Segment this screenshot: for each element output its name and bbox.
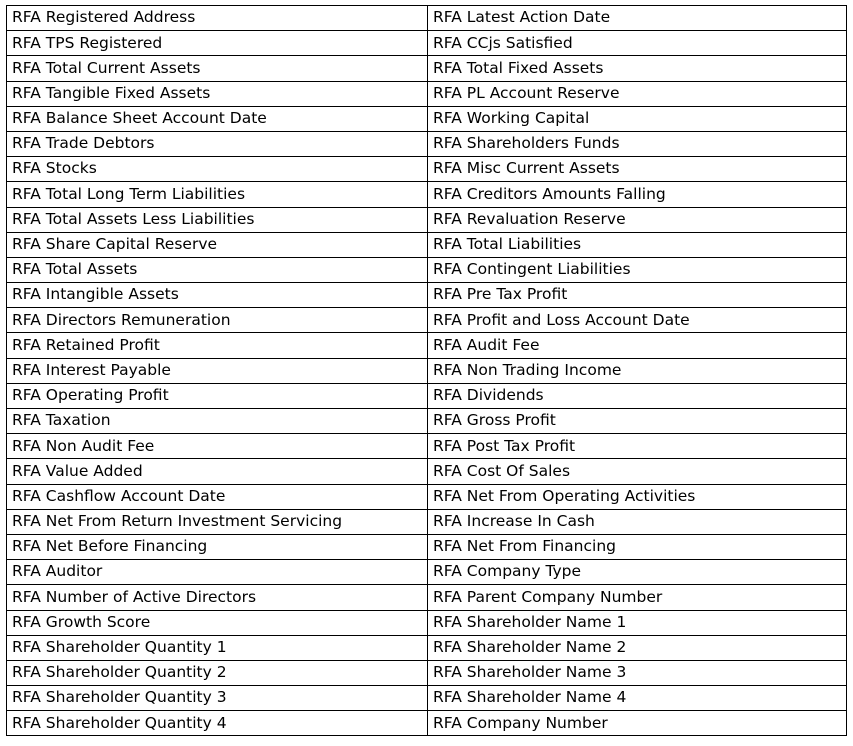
table-row	[7, 308, 847, 333]
field-name-cell-left: RFA Retained Profit	[7, 333, 428, 358]
field-name-cell-left: RFA Growth Score	[7, 610, 428, 635]
table-row	[7, 6, 847, 31]
field-name-cell-left: RFA Net Before Financing	[7, 534, 428, 559]
field-name-cell-left: RFA Trade Debtors	[7, 131, 428, 156]
field-name-cell-left: RFA Shareholder Quantity 4	[7, 711, 428, 736]
table-row	[7, 610, 847, 635]
table-row	[7, 207, 847, 232]
field-name-cell-right: RFA Company Number	[428, 711, 847, 736]
field-name-cell-left: RFA Non Audit Fee	[7, 434, 428, 459]
field-name-cell-left: RFA Total Long Term Liabilities	[7, 182, 428, 207]
field-name-cell-right: RFA Net From Operating Activities	[428, 484, 847, 509]
field-name-cell-right: RFA Non Trading Income	[428, 358, 847, 383]
field-name-cell-right: RFA Parent Company Number	[428, 585, 847, 610]
field-name-cell-left: RFA Interest Payable	[7, 358, 428, 383]
table-row	[7, 459, 847, 484]
field-name-cell-left: RFA Total Assets	[7, 257, 428, 282]
field-name-cell-left: RFA Shareholder Quantity 3	[7, 686, 428, 711]
field-table-container	[6, 5, 847, 736]
table-row	[7, 81, 847, 106]
field-name-cell-right: RFA Pre Tax Profit	[428, 283, 847, 308]
field-name-cell-right: RFA Working Capital	[428, 106, 847, 131]
table-row	[7, 434, 847, 459]
field-name-cell-right: RFA Shareholders Funds	[428, 131, 847, 156]
field-name-cell-right: RFA Net From Financing	[428, 534, 847, 559]
field-name-cell-right: RFA PL Account Reserve	[428, 81, 847, 106]
field-table-body	[7, 6, 847, 736]
table-row	[7, 711, 847, 736]
table-row	[7, 56, 847, 81]
table-row	[7, 131, 847, 156]
field-name-cell-left: RFA Stocks	[7, 157, 428, 182]
field-name-cell-left: RFA Net From Return Investment Servicing	[7, 509, 428, 534]
field-name-cell-left: RFA Balance Sheet Account Date	[7, 106, 428, 131]
field-name-cell-left: RFA Number of Active Directors	[7, 585, 428, 610]
field-name-cell-right: RFA Cost Of Sales	[428, 459, 847, 484]
field-name-cell-right: RFA Increase In Cash	[428, 509, 847, 534]
table-row	[7, 635, 847, 660]
field-name-cell-right: RFA Company Type	[428, 560, 847, 585]
field-name-cell-left: RFA Share Capital Reserve	[7, 232, 428, 257]
field-name-cell-left: RFA Taxation	[7, 409, 428, 434]
field-name-cell-left: RFA Intangible Assets	[7, 283, 428, 308]
field-name-cell-right: RFA Dividends	[428, 383, 847, 408]
field-name-cell-right: RFA Total Liabilities	[428, 232, 847, 257]
field-name-cell-right: RFA Profit and Loss Account Date	[428, 308, 847, 333]
table-row	[7, 257, 847, 282]
field-name-cell-left: RFA Total Current Assets	[7, 56, 428, 81]
field-name-cell-right: RFA Contingent Liabilities	[428, 257, 847, 282]
table-row	[7, 509, 847, 534]
field-table	[6, 5, 847, 736]
field-name-cell-right: RFA Latest Action Date	[428, 6, 847, 31]
field-name-cell-right: RFA Shareholder Name 3	[428, 660, 847, 685]
table-row	[7, 157, 847, 182]
table-row	[7, 686, 847, 711]
field-name-cell-left: RFA Shareholder Quantity 1	[7, 635, 428, 660]
field-name-cell-left: RFA Shareholder Quantity 2	[7, 660, 428, 685]
field-name-cell-right: RFA Audit Fee	[428, 333, 847, 358]
table-row	[7, 585, 847, 610]
field-name-cell-right: RFA CCjs Satisfied	[428, 31, 847, 56]
table-row	[7, 660, 847, 685]
field-name-cell-right: RFA Shareholder Name 2	[428, 635, 847, 660]
field-name-cell-right: RFA Gross Profit	[428, 409, 847, 434]
field-name-cell-left: RFA Total Assets Less Liabilities	[7, 207, 428, 232]
field-name-cell-left: RFA Tangible Fixed Assets	[7, 81, 428, 106]
field-name-cell-right: RFA Post Tax Profit	[428, 434, 847, 459]
field-name-cell-right: RFA Revaluation Reserve	[428, 207, 847, 232]
field-name-cell-left: RFA Value Added	[7, 459, 428, 484]
field-name-cell-right: RFA Misc Current Assets	[428, 157, 847, 182]
field-name-cell-left: RFA Cashflow Account Date	[7, 484, 428, 509]
table-row	[7, 333, 847, 358]
field-name-cell-right: RFA Shareholder Name 4	[428, 686, 847, 711]
table-row	[7, 484, 847, 509]
field-name-cell-left: RFA Directors Remuneration	[7, 308, 428, 333]
table-row	[7, 232, 847, 257]
table-row	[7, 409, 847, 434]
table-row	[7, 283, 847, 308]
field-name-cell-right: RFA Total Fixed Assets	[428, 56, 847, 81]
field-name-cell-left: RFA Operating Profit	[7, 383, 428, 408]
table-row	[7, 534, 847, 559]
table-row	[7, 358, 847, 383]
table-row	[7, 106, 847, 131]
table-row	[7, 560, 847, 585]
table-row	[7, 31, 847, 56]
field-name-cell-left: RFA TPS Registered	[7, 31, 428, 56]
table-row	[7, 383, 847, 408]
field-name-cell-left: RFA Registered Address	[7, 6, 428, 31]
field-name-cell-right: RFA Creditors Amounts Falling	[428, 182, 847, 207]
field-name-cell-left: RFA Auditor	[7, 560, 428, 585]
table-row	[7, 182, 847, 207]
field-name-cell-right: RFA Shareholder Name 1	[428, 610, 847, 635]
